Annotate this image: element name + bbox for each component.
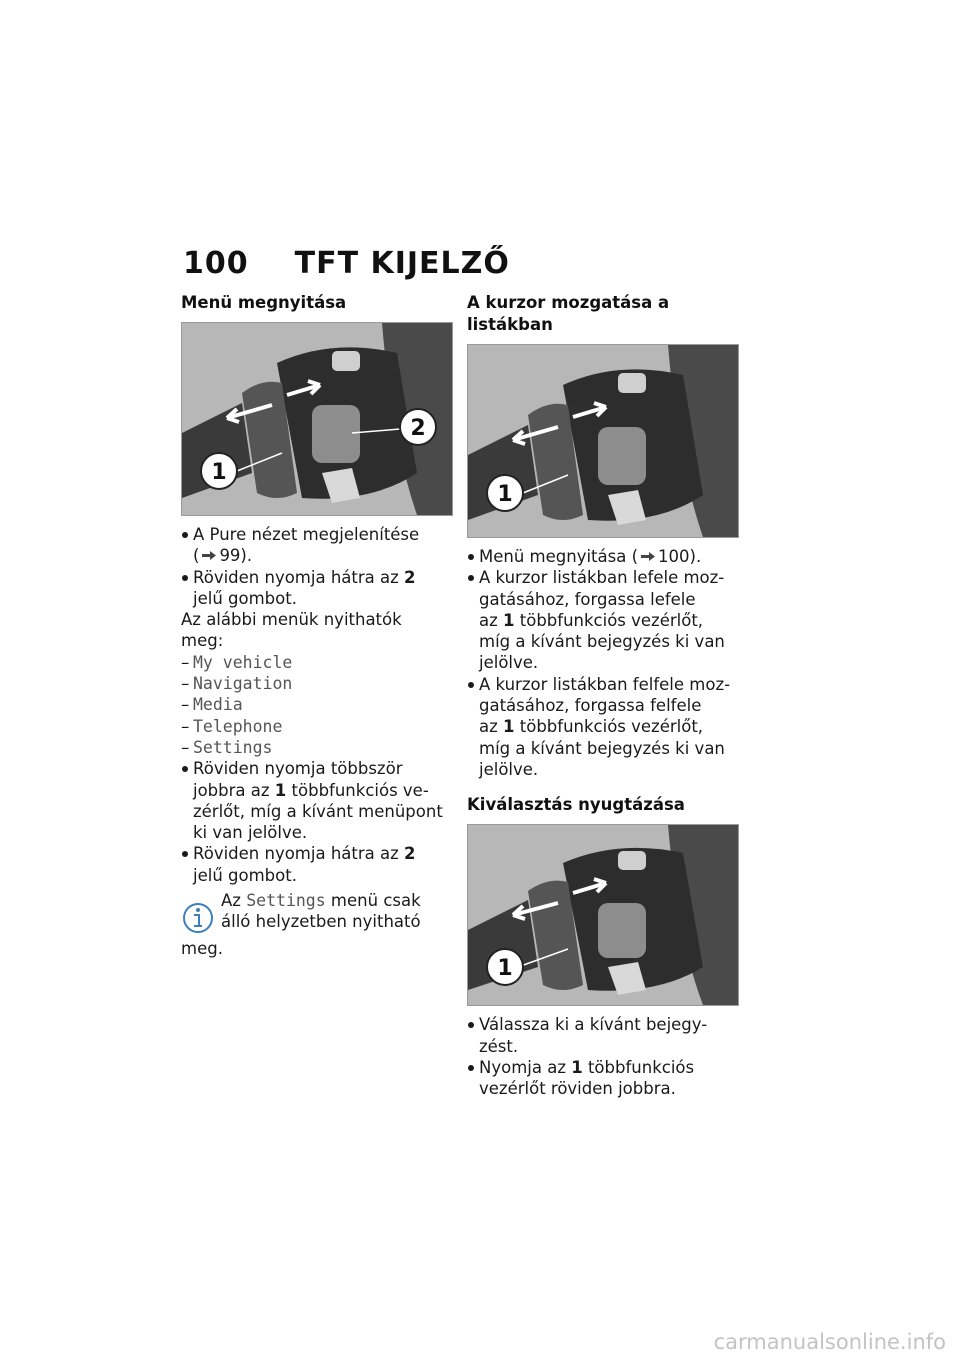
menu-item-media: – Media [181,694,453,715]
instruction-list-2 [181,758,453,886]
chapter-title: TFT KIJELZŐ [294,246,510,281]
section-heading-open-menu: Menü megnyitása [181,293,347,312]
menu-item-settings: – Settings [181,737,453,758]
handlebar-illustration [182,323,452,515]
handlebar-figure-1 [181,322,453,516]
menu-list [181,652,453,758]
handlebar-illustration [468,345,738,537]
callout-2: 2 [410,416,426,441]
handlebar-figure-3 [467,824,739,1006]
list-item: Nyomja az 1 többfunkciós vezérlőt röviden jobbra. [467,1057,739,1100]
page-ref-link[interactable]: 99). [219,546,253,566]
right-column [467,292,739,1099]
reference-arrow-icon [641,552,655,561]
reference-arrow-icon [202,551,216,560]
handlebar-illustration [468,825,738,1005]
paragraph: Az alábbi menük nyithatók meg: [181,610,402,651]
callout-1: 1 [497,956,513,982]
instruction-list-1 [181,524,453,609]
left-column [181,292,453,959]
menu-item-navigation: – Navigation [181,673,453,694]
menu-item-my-vehicle: – My vehicle [181,652,453,673]
callout-1: 1 [497,482,513,507]
callout-1: 1 [211,460,227,485]
info-note: Az Settings menü csak álló helyzetben nyitható meg. [181,891,421,959]
list-item: Röviden nyomja többször jobbra az 1 többfunkciós ve- zérlőt, míg a kívánt menüpont ki van jelölve. [181,758,453,843]
info-icon [181,898,215,938]
handlebar-figure-2 [467,344,739,538]
list-item: A kurzor listákban lefele moz- gatásához, forgassa lefele az 1 többfunkciós vezérlőt, míg a kívánt bejegyzés ki van jelölve. [467,567,739,673]
list-item: Röviden nyomja hátra az 2 jelű gombot. [181,567,453,610]
watermark: carmanualsonline.info [713,1330,946,1354]
list-item: A kurzor listákban felfele moz- gatásához, forgassa felfele az 1 többfunkciós vezérlőt, míg a kívánt bejegyzés ki van jelölve. [467,674,739,780]
section-heading-confirm: Kiválasztás nyugtázása [467,795,685,815]
menu-item-telephone: – Telephone [181,716,453,737]
section-heading-cursor: A kurzor mozgatása a listákban [467,293,670,334]
list-item: Válassza ki a kívánt bejegy- zést. [467,1014,739,1057]
list-item: Röviden nyomja hátra az 2 jelű gombot. [181,843,453,886]
list-item: A Pure nézet megjelenítése ( 99). [181,524,453,567]
instruction-list-3 [467,546,739,780]
list-item: Menü megnyitása ( 100). [467,546,739,567]
instruction-list-4 [467,1014,739,1099]
page-header [183,246,510,281]
page-ref-link[interactable]: 100). [658,547,702,566]
page-number: 100 [183,246,249,281]
